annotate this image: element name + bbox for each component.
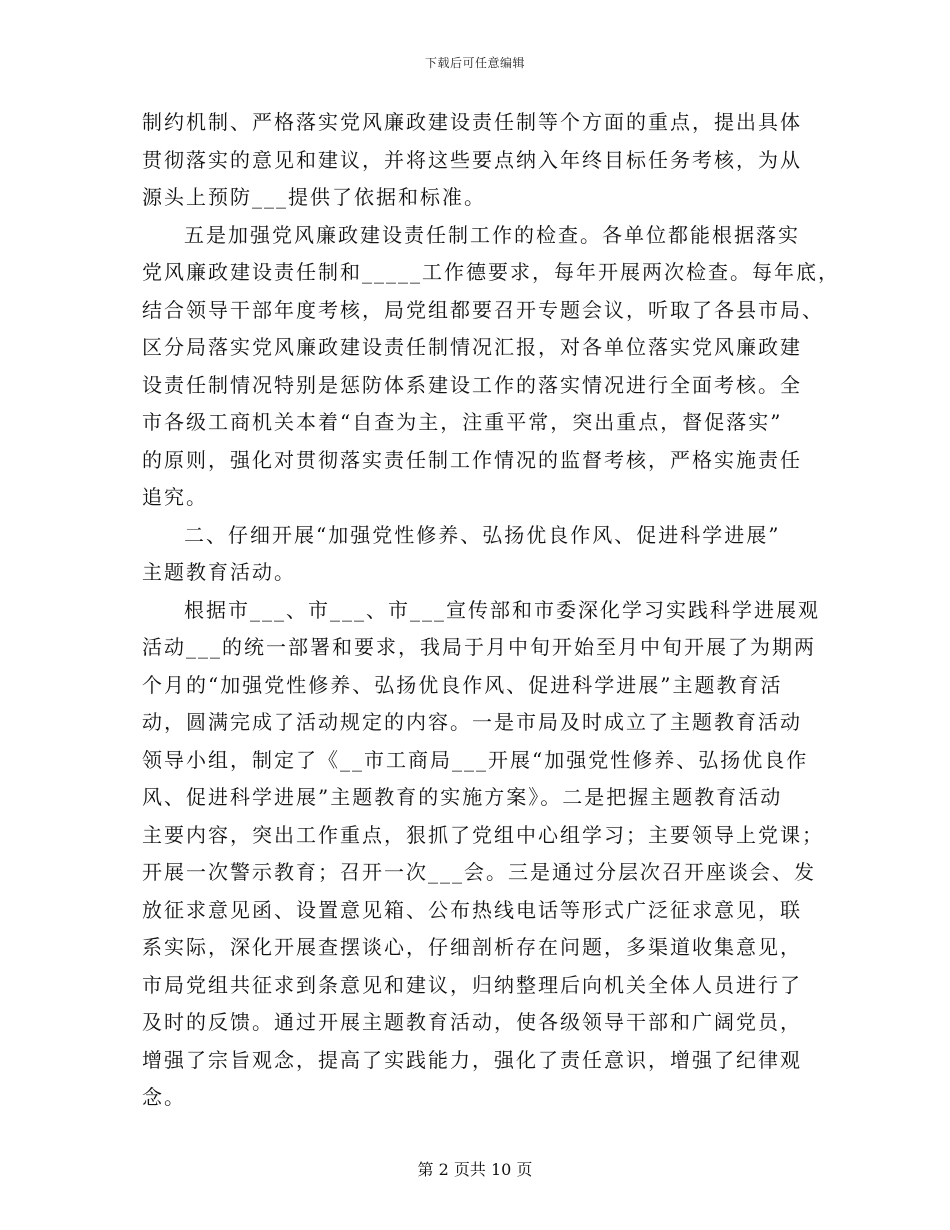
body-line: 个月的“加强党性修养、弘扬优良作风、促进科学进展”主题教育活 xyxy=(142,672,783,697)
paragraph-start-line: 五是加强党风廉政建设责任制工作的检查。各单位都能根据落实 xyxy=(184,222,800,247)
body-line: 贯彻落实的意见和建议，并将这些要点纳入年终目标任务考核，为从 xyxy=(142,147,802,172)
body-line: 的原则，强化对贯彻落实责任制工作情况的监督考核，严格实施责任 xyxy=(142,447,802,472)
body-line: 开展一次警示教育；召开一次___会。三是通过分层次召开座谈会、发 xyxy=(142,860,816,884)
body-line: 放征求意见函、设置意见箱、公布热线电话等形式广泛征求意见，联 xyxy=(142,897,802,922)
body-line: 市各级工商机关本着“自查为主，注重平常，突出重点，督促落实” xyxy=(142,410,783,434)
body-line: 活动___的统一部署和要求，我局于月中旬开始至月中旬开展了为期两 xyxy=(142,635,816,659)
page-footer: 第 2 页共 10 页 xyxy=(417,1160,533,1179)
body-line: 区分局落实党风廉政建设责任制情况汇报，对各单位落实党风廉政建 xyxy=(142,335,802,359)
body-line: 系实际，深化开展查摆谈心，仔细剖析存在问题，多渠道收集意见， xyxy=(142,935,802,959)
body-line: 党风廉政建设责任制和_____工作德要求，每年开展两次检查。每年底， xyxy=(142,260,840,284)
body-line: 制约机制、严格落实党风廉政建设责任制等个方面的重点，提出具体 xyxy=(142,110,802,134)
section-heading-line: 二、仔细开展“加强党性修养、弘扬优良作风、促进科学进展” xyxy=(184,522,781,547)
body-line: 设责任制情况特别是惩防体系建设工作的落实情况进行全面考核。全 xyxy=(142,372,802,397)
body-line: 结合领导干部年度考核，局党组都要召开专题会议，听取了各县市局、 xyxy=(142,297,824,322)
body-line: 领导小组，制定了《__市工商局___开展“加强党性修养、弘扬优良作 xyxy=(142,747,809,772)
paragraph-start-line: 根据市___、市___、市___宣传部和市委深化学习实践科学进展观 xyxy=(184,597,820,622)
body-line: 源头上预防___提供了依据和标准。 xyxy=(142,185,486,209)
document-body xyxy=(142,104,840,1117)
body-line: 追究。 xyxy=(142,485,208,509)
body-line: 及时的反馈。通过开展主题教育活动，使各级领导干部和广阔党员， xyxy=(142,1010,802,1034)
section-heading-line: 主题教育活动。 xyxy=(142,560,296,584)
body-line: 市局党组共征求到条意见和建议，归纳整理后向机关全体人员进行了 xyxy=(142,972,802,997)
body-line: 动，圆满完成了活动规定的内容。一是市局及时成立了主题教育活动 xyxy=(142,710,802,734)
body-line: 风、促进科学进展”主题教育的实施方案》。二是把握主题教育活动 xyxy=(142,785,783,809)
body-line: 增强了宗旨观念，提高了实践能力，强化了责任意识，增强了纪律观 xyxy=(142,1047,802,1072)
body-line: 念。 xyxy=(142,1085,186,1109)
page-header: 下载后可任意编辑 xyxy=(424,56,525,70)
body-line: 主要内容，突出工作重点，狠抓了党组中心组学习；主要领导上党课； xyxy=(142,822,824,847)
